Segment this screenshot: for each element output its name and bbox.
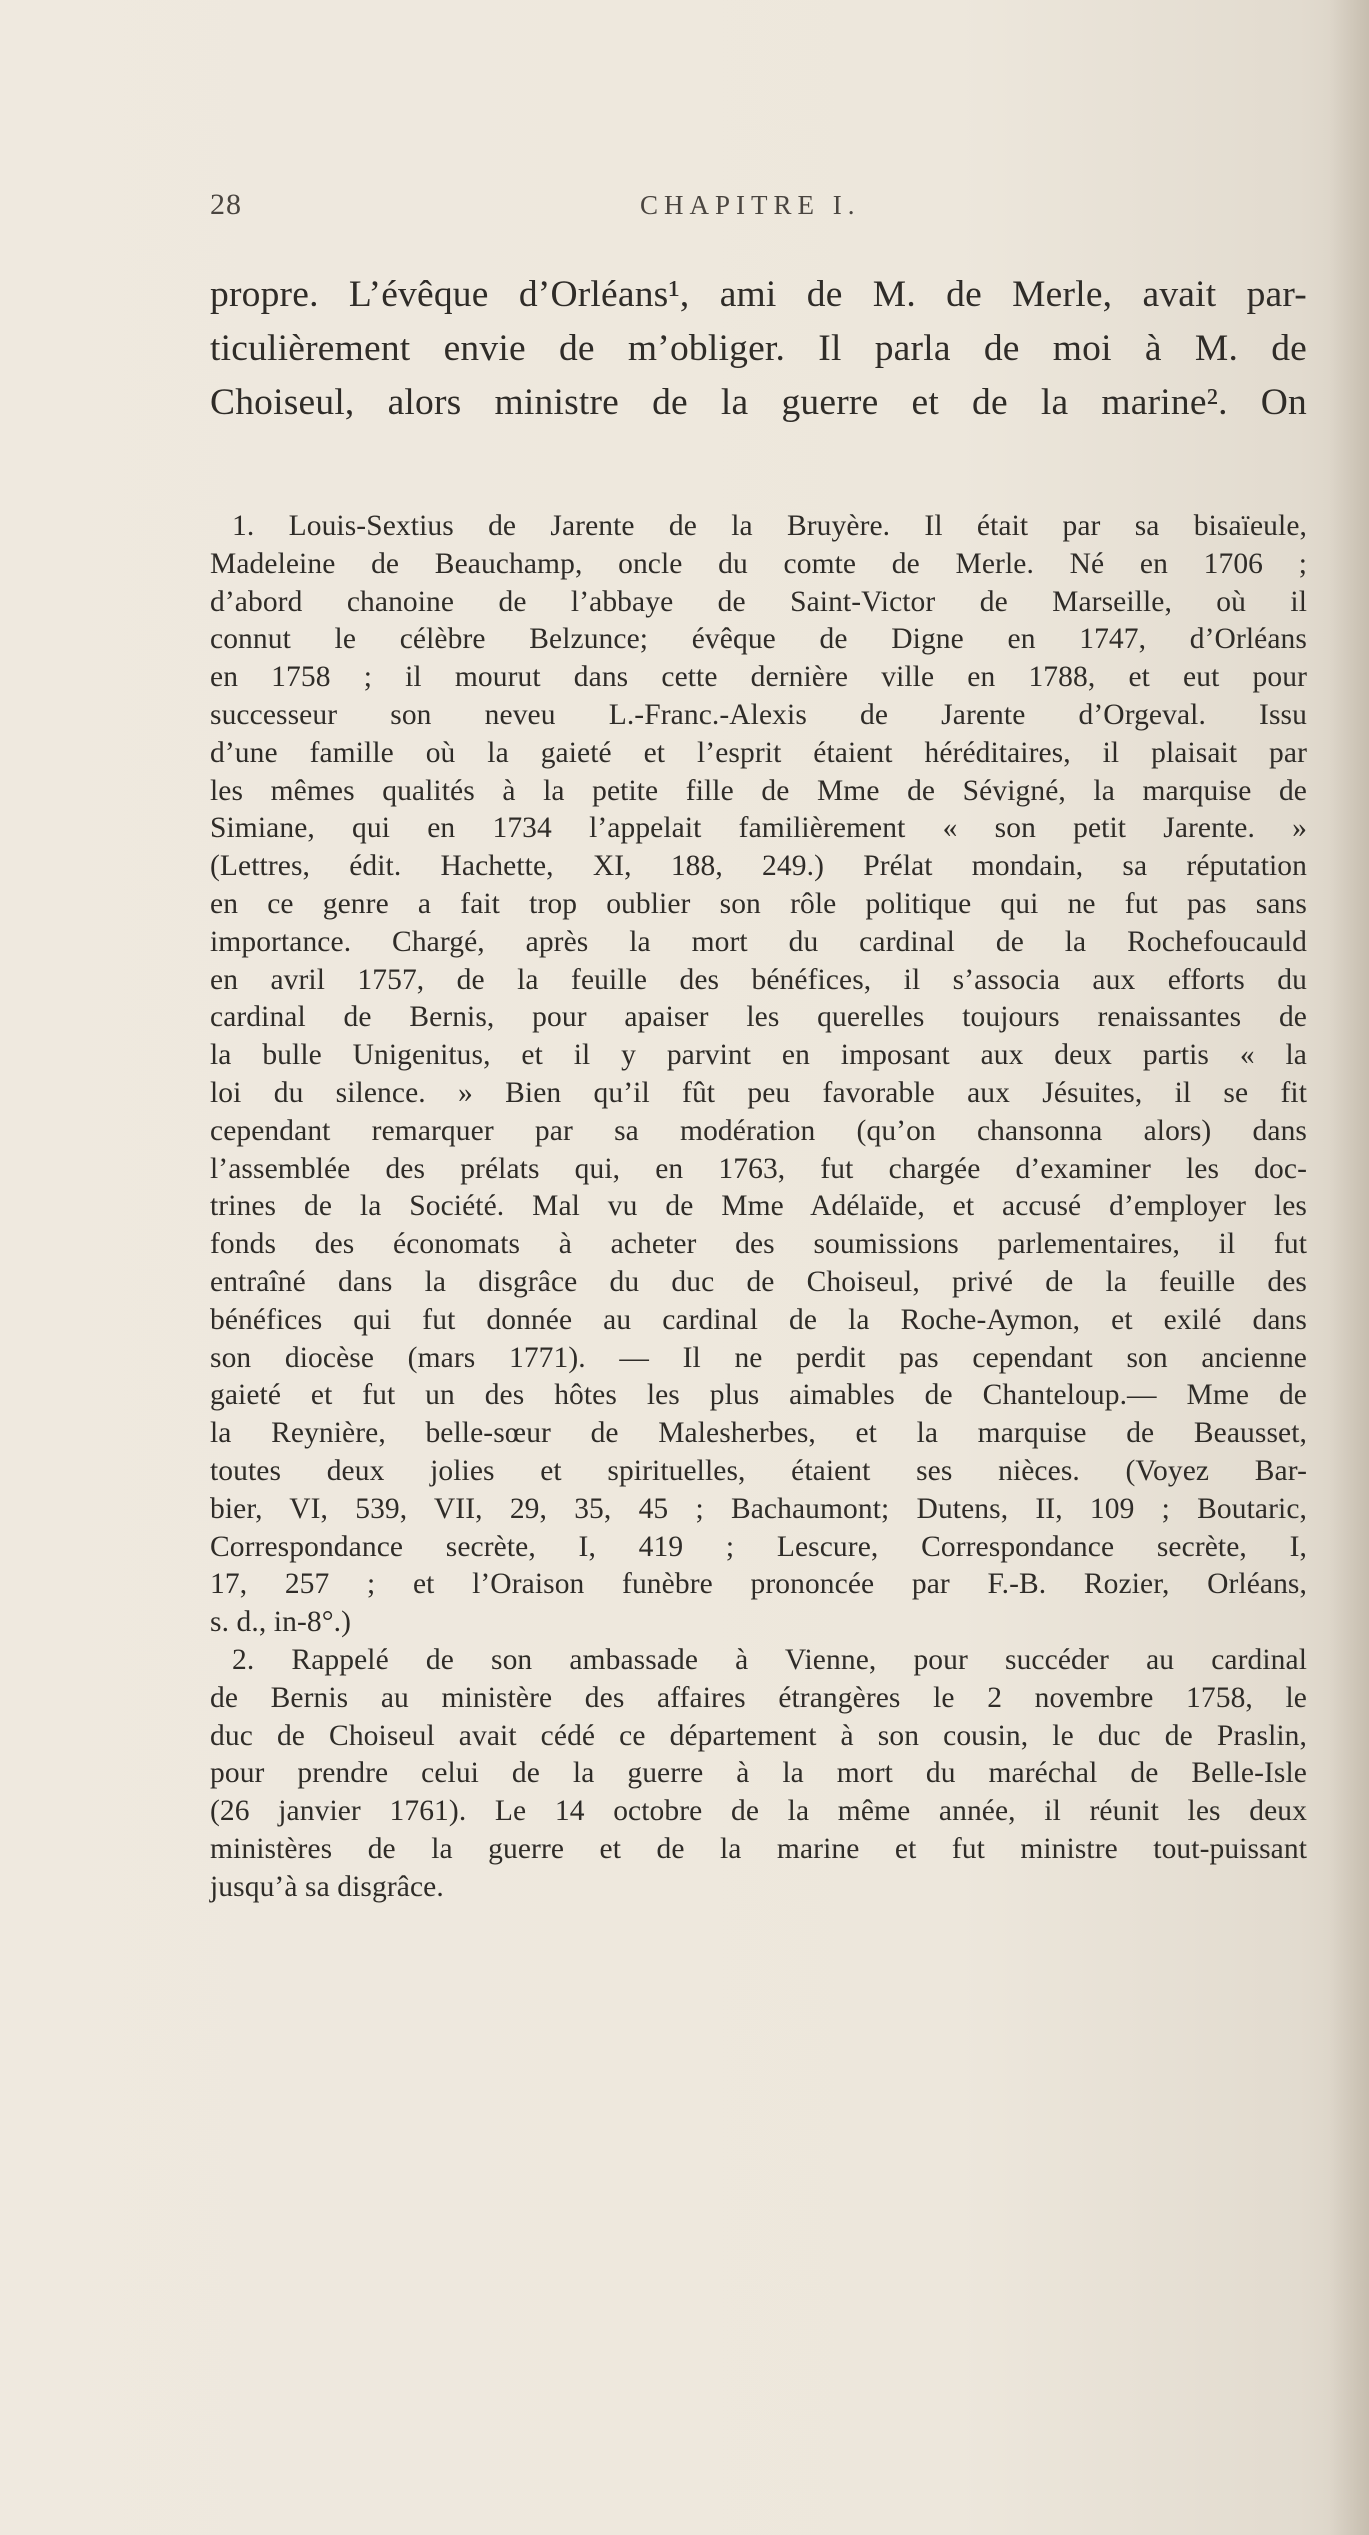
footnote-line: trines de la Société. Mal vu de Mme Adélaïde, et accusé d’employer les [210,1190,1307,1223]
main-text [210,268,1307,430]
footnote-line: 2. Rappelé de son ambassade à Vienne, pour succéder au cardinal [232,1643,1307,1676]
main-text-line: propre. L’évêque d’Orléans¹, ami de M. de Merle, avait par- [210,274,1307,315]
footnote-line: d’une famille où la gaieté et l’esprit étaient héréditaires, il plaisait par [210,736,1307,769]
footnote-line: Madeleine de Beauchamp, oncle du comte de Merle. Né en 1706 ; [210,547,1307,580]
footnote-line: toutes deux jolies et spirituelles, étaient ses nièces. (Voyez Bar- [210,1454,1307,1487]
footnote-line: loi du silence. » Bien qu’il fût peu favorable aux Jésuites, il se fit [210,1076,1307,1109]
main-text-line: ticulièrement envie de m’obliger. Il parla de moi à M. de [210,328,1307,369]
chapter-title: CHAPITRE I. [640,190,861,220]
footnote-line: en ce genre a fait trop oublier son rôle politique qui ne fut pas sans [210,887,1307,920]
footnote-line: importance. Chargé, après la mort du cardinal de la Rochefoucauld [210,925,1307,958]
footnote-line: l’assemblée des prélats qui, en 1763, fut chargée d’examiner les doc- [210,1152,1307,1185]
footnote-line: les mêmes qualités à la petite fille de Mme de Sévigné, la marquise de [210,774,1307,807]
footnote-line: (Lettres, édit. Hachette, XI, 188, 249.) Prélat mondain, sa réputation [210,850,1307,883]
footnote-line: (26 janvier 1761). Le 14 octobre de la même année, il réunit les deux [210,1795,1307,1828]
footnote-2 [210,1642,1307,1907]
main-text-line: Choiseul, alors ministre de la guerre et de la marine². On [210,382,1307,423]
footnote-line: pour prendre celui de la guerre à la mort du maréchal de Belle-Isle [210,1757,1307,1790]
footnote-line: successeur son neveu L.-Franc.-Alexis de Jarente d’Orgeval. Issu [210,698,1307,731]
footnote-1 [210,508,1307,1642]
footnote-line: la bulle Unigenitus, et il y parvint en imposant aux deux partis « la [210,1039,1307,1072]
footnote-line: s. d., in-8°.) [210,1606,352,1639]
footnote-line: ministères de la guerre et de la marine et fut ministre tout-puissant [210,1832,1307,1865]
page-edge-shadow [1329,0,1369,2535]
footnote-line: son diocèse (mars 1771). — Il ne perdit pas cependant son ancienne [210,1341,1307,1374]
page-number: 28 [210,188,242,221]
footnote-line: la Reynière, belle-sœur de Malesherbes, et la marquise de Beausset, [210,1417,1307,1450]
footnote-line: fonds des économats à acheter des soumissions parlementaires, il fut [210,1228,1307,1261]
footnote-line: cardinal de Bernis, pour apaiser les querelles toujours renaissantes de [210,1001,1307,1034]
footnote-line: 1. Louis-Sextius de Jarente de la Bruyère. Il était par sa bisaïeule, [232,510,1307,542]
footnote-line: connut le célèbre Belzunce; évêque de Digne en 1747, d’Orléans [210,623,1307,656]
footnote-line: entraîné dans la disgrâce du duc de Choiseul, privé de la feuille des [210,1265,1307,1298]
footnote-line: duc de Choiseul avait cédé ce département à son cousin, le duc de Praslin, [210,1719,1307,1752]
footnote-line: bénéfices qui fut donnée au cardinal de la Roche-Aymon, et exilé dans [210,1303,1307,1336]
footnote-line: de Bernis au ministère des affaires étrangères le 2 novembre 1758, le [210,1681,1307,1714]
footnote-line: en avril 1757, de la feuille des bénéfices, il s’associa aux efforts du [210,963,1307,996]
running-head [210,188,1307,228]
footnote-line: en 1758 ; il mourut dans cette dernière ville en 1788, et eut pour [210,661,1307,694]
footnote-line: cependant remarquer par sa modération (qu’on chansonna alors) dans [210,1114,1307,1147]
footnote-line: jusqu’à sa disgrâce. [210,1870,444,1903]
footnotes [210,508,1307,1906]
footnote-line: bier, VI, 539, VII, 29, 35, 45 ; Bachaumont; Dutens, II, 109 ; Boutaric, [210,1492,1307,1525]
footnote-line: 17, 257 ; et l’Oraison funèbre prononcée par F.-B. Rozier, Orléans, [210,1568,1307,1601]
footnote-line: gaieté et fut un des hôtes les plus aimables de Chanteloup.— Mme de [210,1379,1307,1412]
footnote-line: Simiane, qui en 1734 l’appelait familièrement « son petit Jarente. » [210,812,1307,845]
footnote-line: Correspondance secrète, I, 419 ; Lescure, Correspondance secrète, I, [210,1530,1307,1563]
footnote-line: d’abord chanoine de l’abbaye de Saint-Victor de Marseille, où il [210,585,1307,618]
